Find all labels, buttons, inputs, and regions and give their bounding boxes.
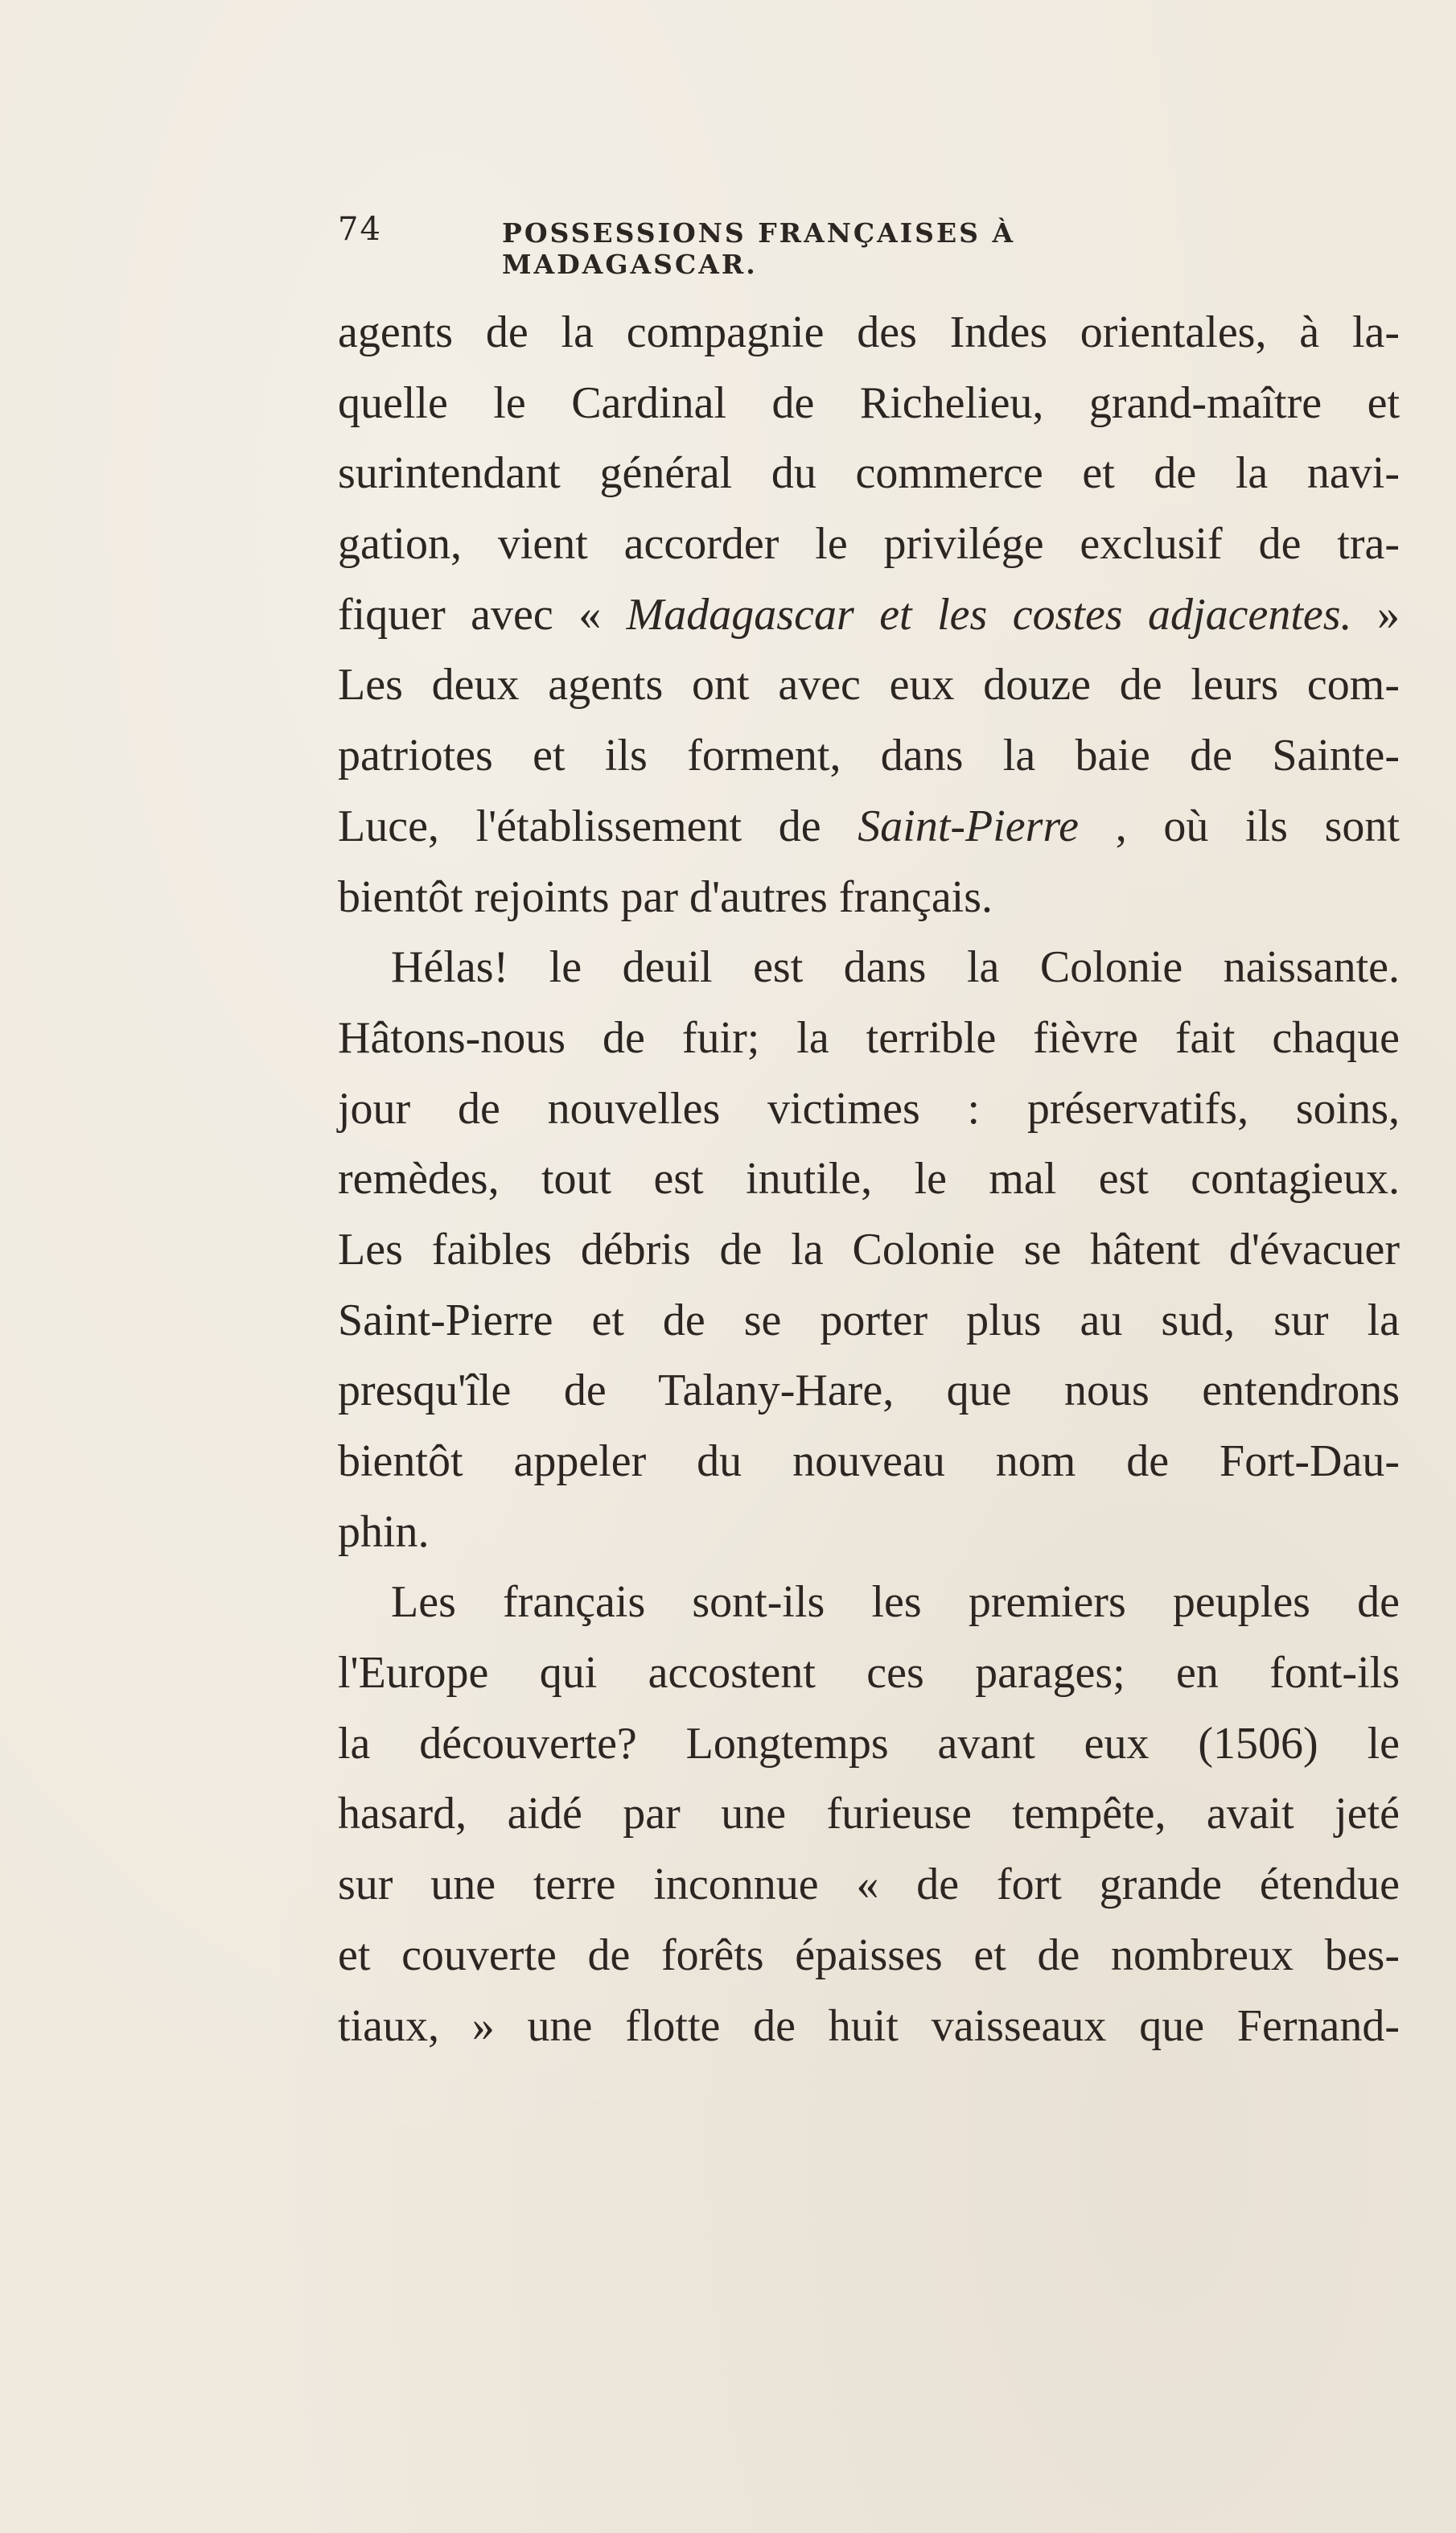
running-head: POSSESSIONS FRANÇAISES À MADAGASCAR. bbox=[502, 217, 1016, 280]
text-line: surintendant général du commerce et de la navi- bbox=[338, 448, 1400, 499]
text-line: quelle le Cardinal de Richelieu, grand-maître et bbox=[338, 377, 1400, 428]
text-line: remèdes, tout est inutile, le mal est contagieux. bbox=[338, 1154, 1400, 1205]
text-line bbox=[338, 792, 1400, 863]
text-line: jour de nouvelles victimes : préservatifs, soins, bbox=[338, 1083, 1400, 1134]
text-line: hasard, aidé par une furieuse tempête, avait jeté bbox=[338, 1789, 1400, 1839]
text-line: Saint-Pierre et de se porter plus au sud, sur la bbox=[338, 1295, 1400, 1345]
text-line: presqu'île de Talany-Hare, que nous entendrons bbox=[338, 1365, 1400, 1416]
text-segment: Luce, l'établissement de bbox=[338, 801, 858, 851]
text-line: sur une terre inconnue « de fort grande étendue bbox=[338, 1860, 1400, 1910]
text-line: la découverte? Longtemps avant eux (1506) le bbox=[338, 1718, 1400, 1769]
text-segment: » bbox=[1351, 589, 1400, 640]
text-line: bientôt rejoints par d'autres français. bbox=[338, 871, 993, 922]
italic-title: Madagascar et les costes adjacentes. bbox=[626, 589, 1352, 640]
text-line: et couverte de forêts épaisses et de nombreux bes- bbox=[338, 1930, 1400, 1980]
body-text bbox=[338, 298, 1400, 2061]
text-line: Les deux agents ont avec eux douze de leurs com- bbox=[338, 660, 1400, 710]
text-line: gation, vient accorder le privilége exclusif de tra- bbox=[338, 519, 1400, 570]
paragraph-first-line: Les français sont-ils les premiers peuples de bbox=[391, 1577, 1400, 1628]
text-line: Hâtons-nous de fuir; la terrible fièvre fait chaque bbox=[338, 1012, 1400, 1063]
text-line: Les faibles débris de la Colonie se hâtent d'évacuer bbox=[338, 1224, 1400, 1275]
text-line: bientôt appeler du nouveau nom de Fort-Dau- bbox=[338, 1436, 1400, 1486]
page-header bbox=[338, 211, 1263, 280]
text-segment: , où ils sont bbox=[1079, 801, 1400, 851]
text-line: phin. bbox=[338, 1506, 430, 1557]
page-number: 74 bbox=[338, 211, 382, 248]
italic-place-name: Saint-Pierre bbox=[858, 801, 1080, 851]
text-line: agents de la compagnie des Indes orientales, à la- bbox=[338, 307, 1400, 357]
text-line: tiaux, » une flotte de huit vaisseaux que Fernand- bbox=[338, 2000, 1400, 2051]
text-segment: fiquer avec « bbox=[338, 589, 627, 640]
text-line: l'Europe qui accostent ces parages; en font-ils bbox=[338, 1648, 1400, 1699]
paragraph-first-line: Hélas! le deuil est dans la Colonie naissante. bbox=[391, 942, 1400, 993]
text-line: patriotes et ils forment, dans la baie de Sainte- bbox=[338, 731, 1400, 781]
text-line bbox=[338, 580, 1400, 651]
